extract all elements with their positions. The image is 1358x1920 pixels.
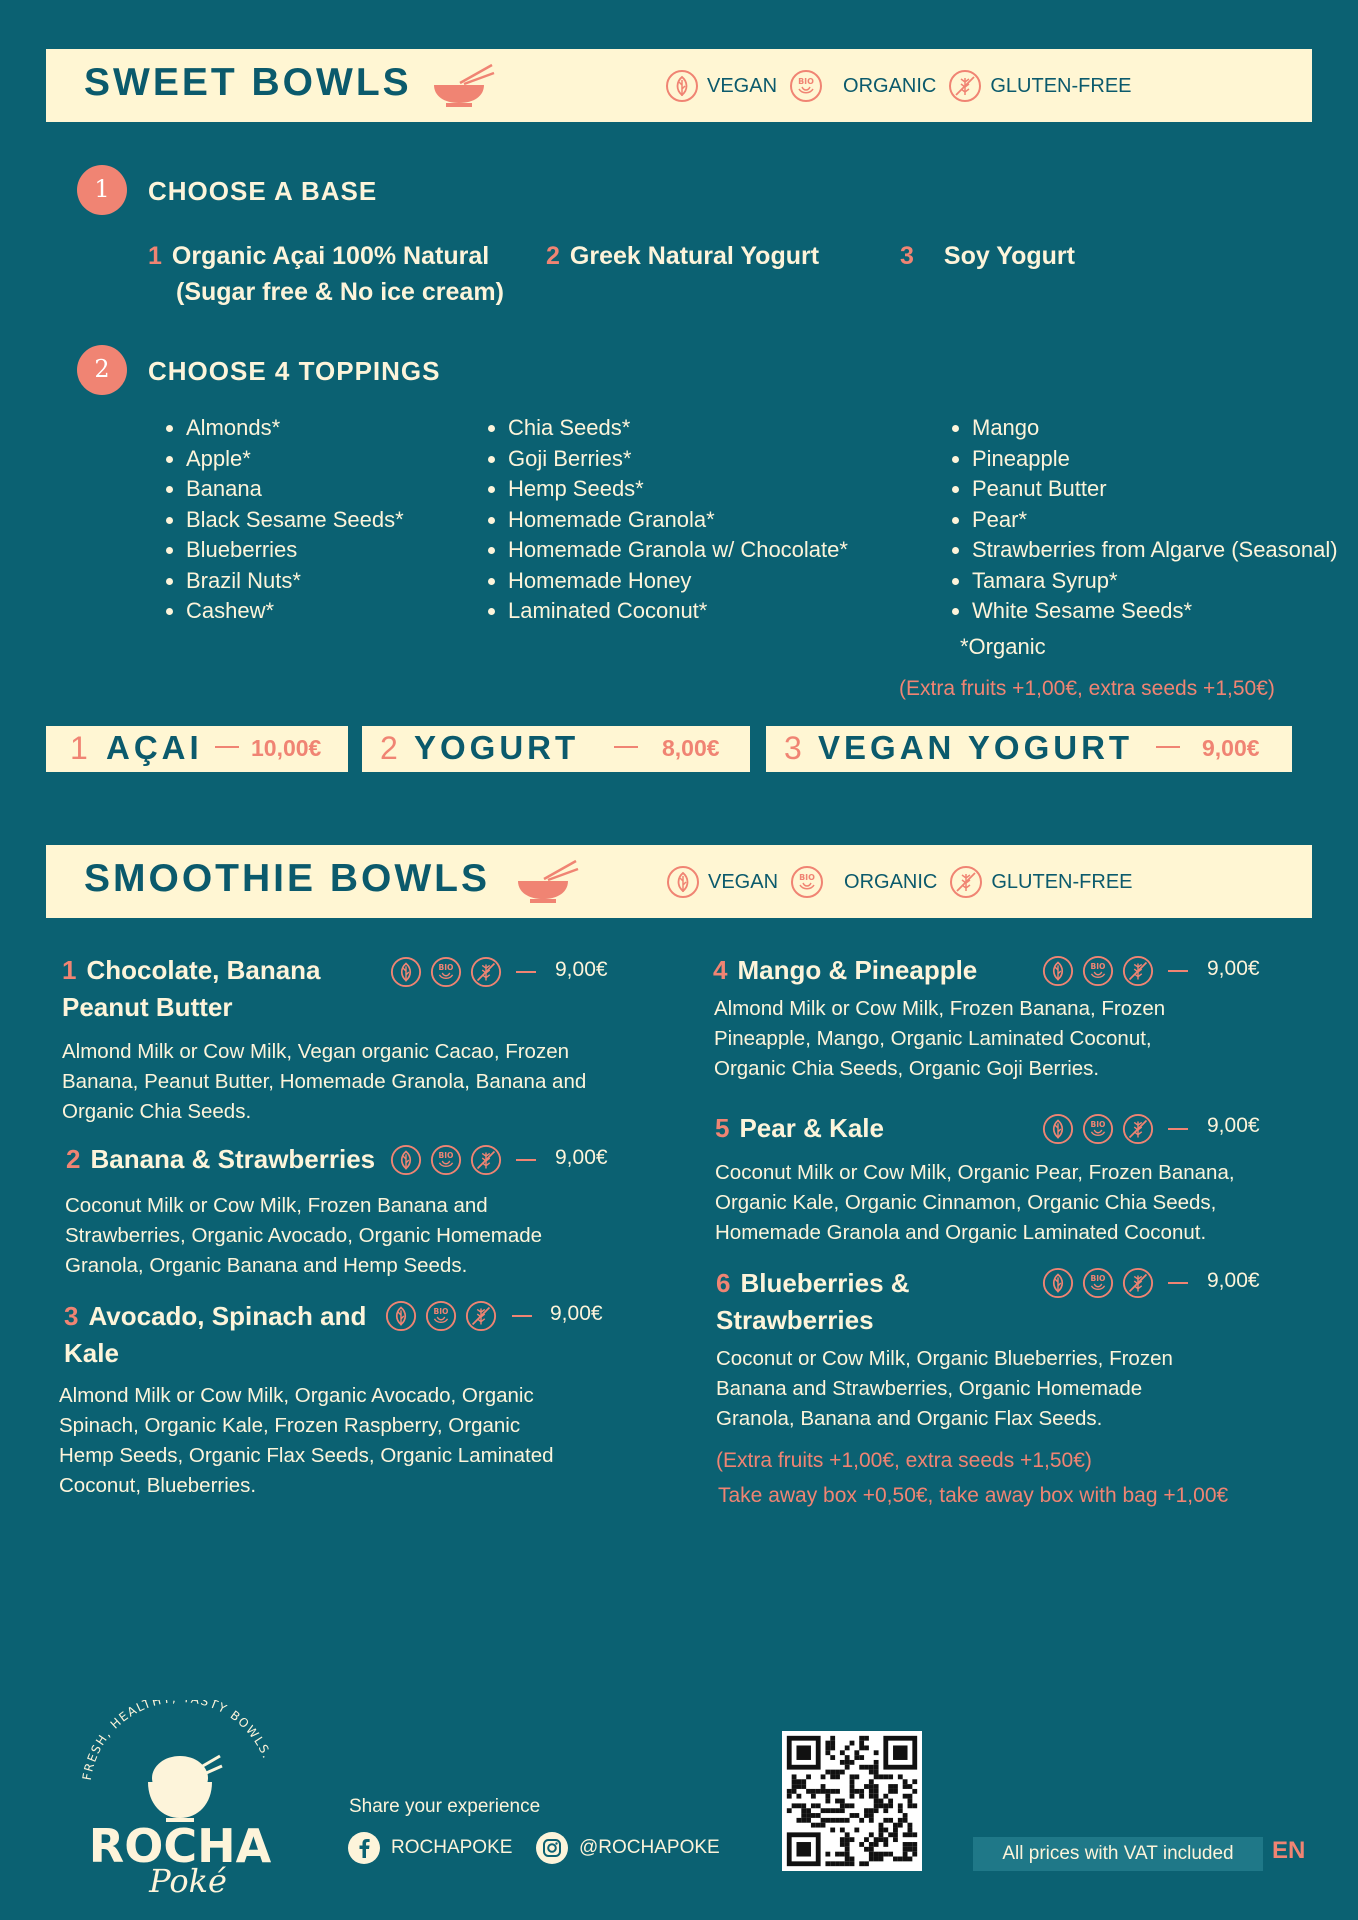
- price-dash: [215, 746, 239, 748]
- price-box-vegan-yogurt: 3 VEGAN YOGURT 9,00€: [766, 726, 1292, 772]
- vegan-leaf-icon: [390, 956, 422, 988]
- facebook-icon: [347, 1831, 381, 1865]
- price-dash: [1168, 1282, 1188, 1284]
- language-selector[interactable]: EN: [1272, 1837, 1306, 1864]
- smoothie-item-4-icons: [1042, 955, 1162, 987]
- topping-item: • Mango: [972, 413, 1338, 444]
- vegan-tag: VEGAN: [665, 69, 777, 103]
- smoothie-item-2-desc: Coconut Milk or Cow Milk, Frozen Banana and Strawberries, Organic Avocado, Organic Homemade Granola, Organic Banana and Hemp Seeds.: [65, 1194, 543, 1277]
- smoothie-item-6-desc: Coconut or Cow Milk, Organic Blueberries, Frozen Banana and Strawberries, Organic Homemade Granola, Banana and Organic Flax Seeds.: [716, 1347, 1173, 1430]
- topping-item: • Homemade Honey: [508, 566, 848, 597]
- smoothie-item-3-title: 3 Avocado, Spinach and Kale: [64, 1301, 367, 1368]
- step-1-badge: 1: [77, 165, 127, 215]
- topping-item: • Peanut Butter: [972, 474, 1338, 505]
- gluten-free-icon: [949, 865, 983, 899]
- topping-item: • Blueberries: [186, 535, 404, 566]
- gluten-free-icon: [1122, 1113, 1154, 1145]
- organic-note: *Organic: [960, 634, 1046, 659]
- topping-item: • Hemp Seeds*: [508, 474, 848, 505]
- smoothie-item-4-price: 9,00€: [1207, 957, 1260, 980]
- price-yogurt: 8,00€: [662, 735, 720, 761]
- instagram-link[interactable]: [535, 1831, 720, 1865]
- smoothie-item-5-price: 9,00€: [1207, 1114, 1260, 1137]
- step-2-heading: CHOOSE 4 TOPPINGS: [148, 356, 441, 386]
- vegan-tag: VEGAN: [666, 865, 778, 899]
- sweet-bowls-banner: [46, 49, 1312, 122]
- smoothie-item-3-icons: [385, 1300, 505, 1332]
- bio-organic-icon: [1082, 1267, 1114, 1299]
- smoothie-item-5-icons: [1042, 1113, 1162, 1145]
- price-acai: 10,00€: [251, 735, 322, 761]
- logo-script: Poké: [149, 1862, 227, 1900]
- sweet-bowls-title: SWEET BOWLS: [84, 61, 412, 104]
- topping-item: • Banana: [186, 474, 404, 505]
- smoothie-item-1-icons: [390, 956, 510, 988]
- toppings-list-1: [156, 413, 404, 627]
- smoothie-extras-note: (Extra fruits +1,00€, extra seeds +1,50€): [716, 1449, 1092, 1472]
- bio-organic-icon: [425, 1300, 457, 1332]
- step-2-badge: 2: [77, 345, 127, 395]
- smoothie-item-4-title: 4 Mango & Pineapple: [713, 955, 978, 985]
- base-option-1: 1 Organic Açai 100% Natural (Sugar free & No ice cream): [148, 242, 504, 306]
- vegan-leaf-icon: [1042, 955, 1074, 987]
- bio-organic-icon: [430, 956, 462, 988]
- bio-organic-icon: [430, 1144, 462, 1176]
- toppings-list-3: [942, 413, 1338, 627]
- topping-item: • Brazil Nuts*: [186, 566, 404, 597]
- smoothie-item-2-icons: [390, 1144, 510, 1176]
- rocha-poke-logo: [70, 1700, 290, 1900]
- facebook-link[interactable]: [347, 1831, 512, 1865]
- gluten-free-icon: [470, 1144, 502, 1176]
- topping-item: • Strawberries from Algarve (Seasonal): [972, 535, 1338, 566]
- smoothie-item-5-title: 5 Pear & Kale: [715, 1113, 884, 1143]
- price-dash: [614, 746, 638, 748]
- bio-organic-icon: [789, 69, 823, 103]
- smoothie-bowls-title: SMOOTHIE BOWLS: [84, 857, 490, 900]
- topping-item: • Goji Berries*: [508, 444, 848, 475]
- smoothie-item-6-icons: [1042, 1267, 1162, 1299]
- price-dash: [516, 971, 536, 973]
- smoothie-item-1-desc: Almond Milk or Cow Milk, Vegan organic Cacao, Frozen Banana, Peanut Butter, Homemade Granola, Banana and Organic Chia Seeds.: [62, 1040, 587, 1123]
- topping-item: • Laminated Coconut*: [508, 596, 848, 627]
- topping-item: • Homemade Granola w/ Chocolate*: [508, 535, 848, 566]
- topping-item: • Pineapple: [972, 444, 1338, 475]
- topping-item: • Tamara Syrup*: [972, 566, 1338, 597]
- bio-organic-icon: [1082, 1113, 1114, 1145]
- instagram-icon: [535, 1831, 569, 1865]
- gluten-free-tag: GLUTEN-FREE: [948, 69, 1131, 103]
- price-dash: [516, 1159, 536, 1161]
- price-dash: [1168, 1128, 1188, 1130]
- diet-tags: [666, 865, 1145, 899]
- vegan-leaf-icon: [665, 69, 699, 103]
- bowl-icon: [430, 63, 496, 109]
- smoothie-item-5-desc: Coconut Milk or Cow Milk, Organic Pear, Frozen Banana, Organic Kale, Organic Cinnamon, Organic Chia Seeds, Homemade Granola and Organic Laminated Coconut.: [715, 1161, 1235, 1244]
- bowl-icon: [514, 859, 580, 905]
- smoothie-item-4-desc: Almond Milk or Cow Milk, Frozen Banana, Frozen Pineapple, Mango, Organic Laminated Coconut, Organic Chia Seeds, Organic Goji Berries.: [714, 997, 1166, 1080]
- logo-graphic: [70, 1700, 290, 1900]
- topping-item: • Black Sesame Seeds*: [186, 505, 404, 536]
- smoothie-item-2-title: 2 Banana & Strawberries: [66, 1144, 376, 1174]
- vat-notice: All prices with VAT included: [973, 1837, 1263, 1871]
- vegan-leaf-icon: [385, 1300, 417, 1332]
- toppings-list-2: [478, 413, 848, 627]
- base-option-2: 2 Greek Natural Yogurt: [546, 242, 820, 270]
- bio-organic-icon: [790, 865, 824, 899]
- gluten-free-icon: [1122, 1267, 1154, 1299]
- smoothie-bowls-banner: [46, 845, 1312, 918]
- price-dash: [1168, 970, 1188, 972]
- instagram-handle: @ROCHAPOKE: [579, 1837, 720, 1858]
- price-box-acai: 1 AÇAI 10,00€: [46, 726, 348, 772]
- takeaway-note: Take away box +0,50€, take away box with bag +1,00€: [718, 1484, 1229, 1507]
- sweet-extras-note: (Extra fruits +1,00€, extra seeds +1,50€): [899, 677, 1275, 700]
- smoothie-item-3-price: 9,00€: [550, 1302, 603, 1325]
- price-vegan-yogurt: 9,00€: [1202, 735, 1260, 761]
- facebook-handle: ROCHAPOKE: [391, 1837, 513, 1858]
- topping-item: • White Sesame Seeds*: [972, 596, 1338, 627]
- bio-organic-icon: [1082, 955, 1114, 987]
- price-dash: [1156, 746, 1180, 748]
- qr-code-graphic: [782, 1731, 922, 1871]
- gluten-free-icon: [470, 956, 502, 988]
- smoothie-item-1-title: 1 Chocolate, Banana Peanut Butter: [62, 955, 321, 1022]
- step-1-heading: CHOOSE A BASE: [148, 176, 378, 206]
- diet-tags: [665, 69, 1144, 103]
- qr-code[interactable]: [782, 1731, 922, 1871]
- vegan-leaf-icon: [1042, 1113, 1074, 1145]
- organic-tag: ORGANIC: [790, 865, 937, 899]
- topping-item: • Chia Seeds*: [508, 413, 848, 444]
- smoothie-item-2-price: 9,00€: [555, 1146, 608, 1169]
- smoothie-item-3-desc: Almond Milk or Cow Milk, Organic Avocado, Organic Spinach, Organic Kale, Frozen Raspberry, Organic Hemp Seeds, Organic Flax Seeds, Organic Laminated Coconut, Blueberries.: [59, 1384, 554, 1497]
- topping-item: • Apple*: [186, 444, 404, 475]
- topping-item: • Cashew*: [186, 596, 404, 627]
- topping-item: • Almonds*: [186, 413, 404, 444]
- gluten-free-icon: [1122, 955, 1154, 987]
- smoothie-item-6-price: 9,00€: [1207, 1269, 1260, 1292]
- price-box-yogurt: 2 YOGURT 8,00€: [362, 726, 750, 772]
- smoothie-item-1-price: 9,00€: [555, 958, 608, 981]
- gluten-free-tag: GLUTEN-FREE: [949, 865, 1132, 899]
- gluten-free-icon: [948, 69, 982, 103]
- topping-item: • Homemade Granola*: [508, 505, 848, 536]
- topping-item: • Pear*: [972, 505, 1338, 536]
- organic-tag: ORGANIC: [789, 69, 936, 103]
- logo-tagline: FRESH, HEALTH STY BOWLS.: [79, 1700, 275, 1782]
- price-dash: [512, 1315, 532, 1317]
- base-option-3: 3 Soy Yogurt: [900, 242, 1075, 270]
- logo-wordmark: ROCHA: [88, 1819, 272, 1873]
- vegan-leaf-icon: [1042, 1267, 1074, 1299]
- share-experience-text: Share your experience: [349, 1796, 541, 1817]
- vegan-leaf-icon: [390, 1144, 422, 1176]
- vegan-leaf-icon: [666, 865, 700, 899]
- gluten-free-icon: [465, 1300, 497, 1332]
- smoothie-item-6-title: 6 Blueberries & Strawberries: [716, 1268, 910, 1335]
